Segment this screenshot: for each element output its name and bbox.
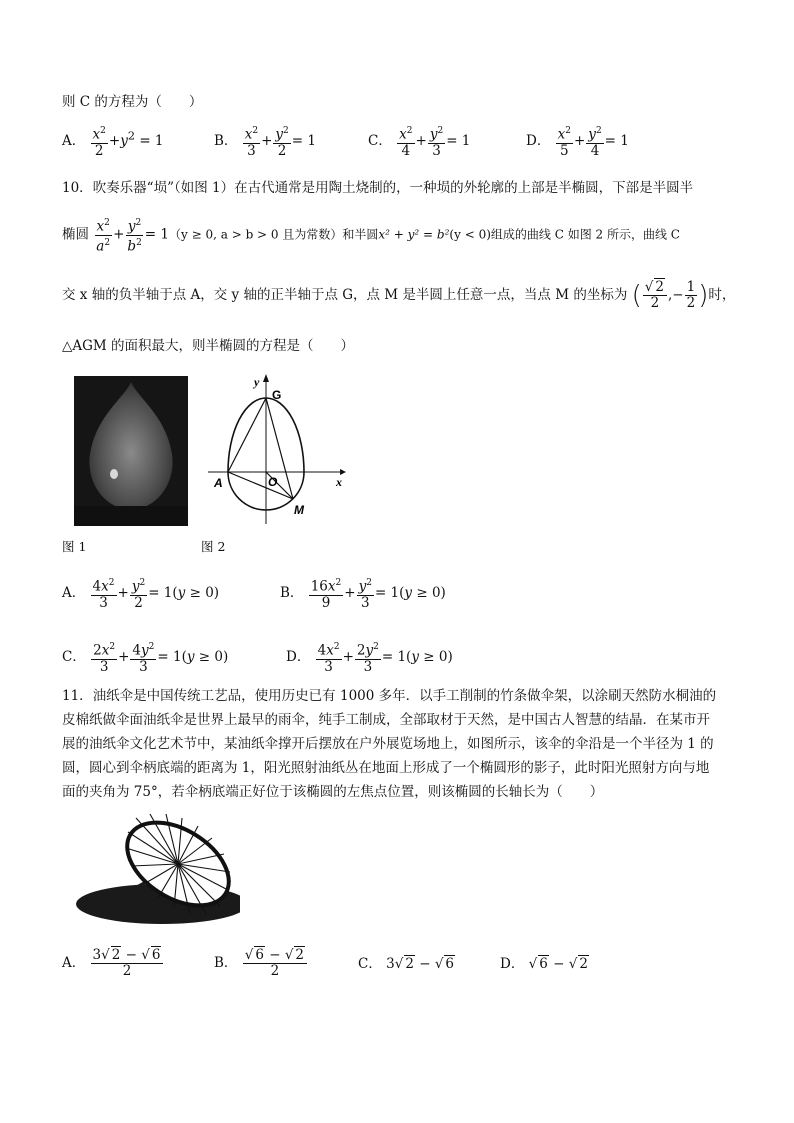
q11-option-c: C． 3√ 2 − √ 6 [358,956,455,972]
q11-line-4: 圆，圆心到伞柄底端的距离为 1，阳光照射油纸丛在地面上形成了一个椭圆形的影子，此时阳光照射方向与地 [62,760,710,776]
q10-line-2: 椭圆 $\frac{x^2}{a^2}$ + $\frac{y^2}{b^2}$ = 1（y ≥ 0, a > b > 0 且为常数）和半圆x² + y² = b²(y < 0)组成的曲线 C 如图 2 所示，曲线 C [62,218,680,254]
label-m: M [294,503,304,517]
q9-option-b: B． $\frac{x^2}{3}$ + $\frac{y^2}{2}$ = 1 [214,126,316,159]
q11-option-a: A． $\frac{3√ 2 - √ 6}{2}$ [62,948,164,979]
label-x: x [336,475,342,489]
q11-line-3: 展的油纸伞文化艺术节中，某油纸伞撑开后摆放在户外展览场地上，如图所示，该伞的伞沿是一个半径为 1 的 [62,736,714,752]
q10-option-b: B． $\frac{16x^2}{9}$ + $\frac{y^2}{3}$ = 1(y ≥ 0) [280,578,446,611]
label-y: y [254,375,260,389]
q10-line-3: 交 x 轴的负半轴于点 A，交 y 轴的正半轴于点 G，点 M 是半圆上任意一点，当点 M 的坐标为 ( $\frac{√ 2}{2}$ ,− $\frac{1}{2}$ )时， [62,279,736,311]
segment-am [228,472,293,499]
q9-option-d: D． $\frac{x^2}{5}$ + $\frac{y^2}{4}$ = 1 [526,126,629,159]
q11-line-1: 11．油纸伞是中国传统工艺品，使用历史已有 1000 多年．以手工削制的竹条做伞架，以涂刷天然防水桐油的 [62,688,717,704]
q10-option-d: D． $\frac{4x^2}{3}$ + $\frac{2y^2}{3}$ = 1(y ≥ 0) [286,642,453,675]
q9-option-a: A． $\frac{x^2}{2}$ $+y^2 = 1$ [62,126,164,159]
label-a: A [214,476,223,490]
fig2-caption: 图 2 [201,539,226,554]
q11-line-2: 皮棉纸做伞面油纸伞是世界上最早的雨伞，纯手工制成，全部取材于天然，是中国古人智慧的结晶．在某市开 [62,712,710,728]
q10-option-c: C． $\frac{2x^2}{3}$ + $\frac{4y^2}{3}$ = 1(y ≥ 0) [62,642,229,675]
q10-line-4: △AGM 的面积最大，则半椭圆的方程是（ ） [62,338,355,354]
q10-line-1: 10．吹奏乐器“埙”（如图 1）在古代通常是用陶土烧制的，一种埙的外轮廓的上部是半椭圆，下部是半圆半 [62,180,694,196]
q10-option-a: A． $\frac{4x^2}{3}$ + $\frac{y^2}{2}$ = 1(y ≥ 0) [62,578,220,611]
q11-option-d: D． √ 6 − √ 2 [500,956,588,972]
fig1-caption: 图 1 [62,539,87,554]
q9-stem: 则 C 的方程为（ ） [62,94,203,110]
label-o: O [268,475,278,489]
q11-option-b: B． $\frac{√ 6 - √ 2}{2}$ [214,948,308,979]
y-axis-arrow-icon [263,374,269,382]
xun-photo [74,376,188,526]
oil-paper-umbrella-picture [70,808,240,928]
curve-c-diagram [206,372,346,532]
label-g: G [272,388,282,402]
q11-line-5: 面的夹角为 75°，若伞柄底端正好位于该椭圆的左焦点位置，则该椭圆的长轴长为（ ） [62,784,604,800]
q9-option-c: C． $\frac{x^2}{4}$ + $\frac{y^2}{3}$ = 1 [368,126,471,159]
